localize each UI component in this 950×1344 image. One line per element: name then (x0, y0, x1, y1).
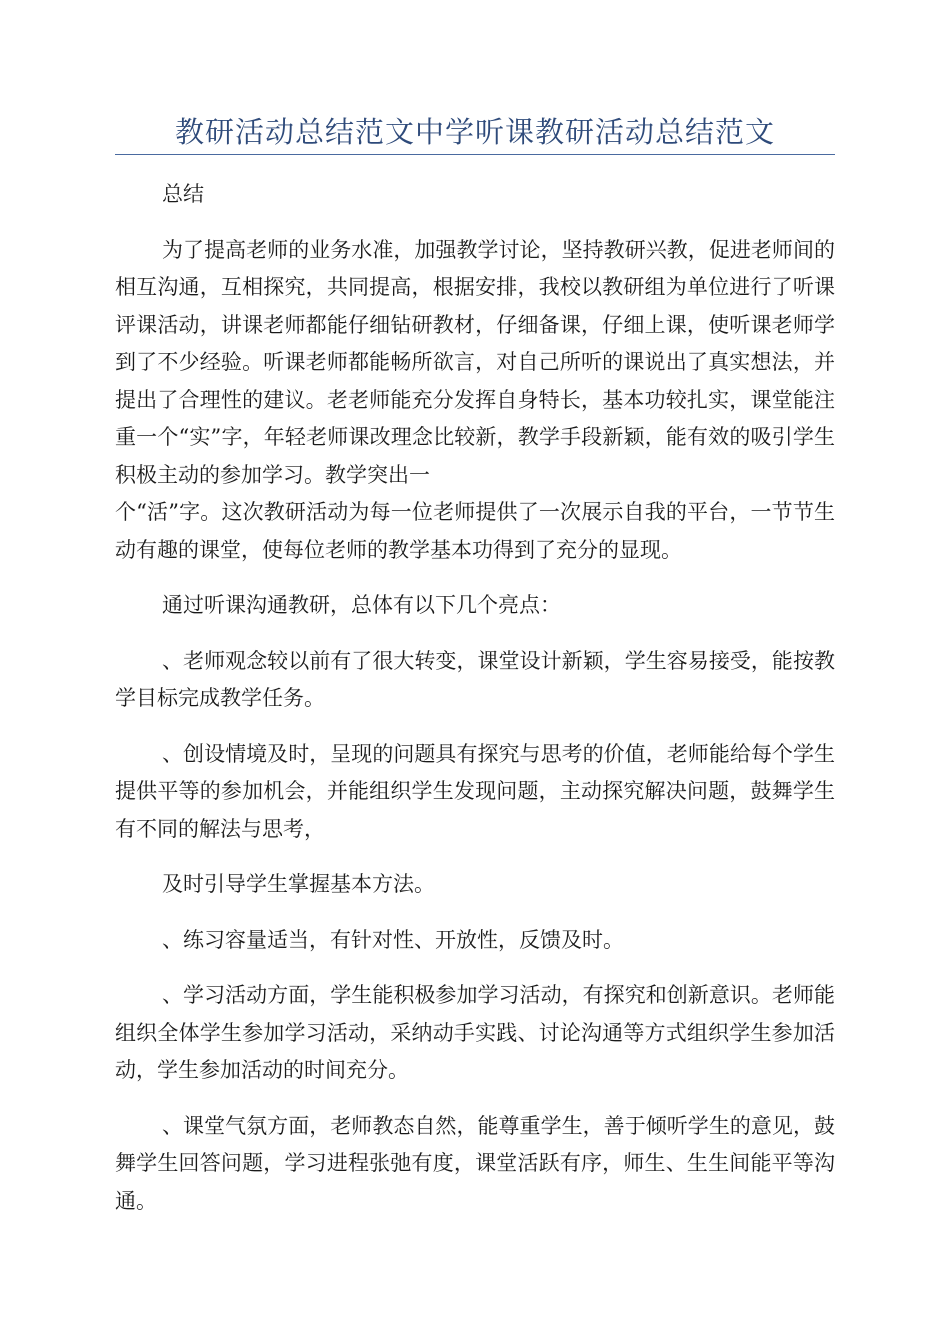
paragraph-intro: 为了提高老师的业务水准，加强教学讨论，坚持教研兴教，促进老师间的相互沟通，互相探究，共同提高，根据安排，我校以教研组为单位进行了听课评课活动，讲课老师都能仔细钻研教材，仔细备课，仔细上课，使听课老师学到了不少经验。听课老师都能畅所欲言，对自己所听的课说出了真实想法，并提出了合理性的建议。老老师能充分发挥自身特长，基本功较扎实，课堂能注重一个“实”字，年轻老师课改理念比较新，教学手段新颖，能有效的吸引学生积极主动的参加学习。教学突出一 (115, 237, 835, 487)
paragraph-highlight-2-continued: 及时引导学生掌握基本方法。 (162, 872, 435, 896)
paragraph-summary-heading: 总结 (162, 182, 204, 206)
paragraph-intro-continued: 个“活”字。这次教研活动为每一位老师提供了一次展示自我的平台，一节节生动有趣的课堂，使每位老师的教学基本功得到了充分的显现。 (115, 500, 835, 562)
document-body (115, 176, 835, 1238)
page-title: 教研活动总结范文中学听课教研活动总结范文 (174, 115, 775, 149)
paragraph-highlight-3: 、练习容量适当，有针对性、开放性，反馈及时。 (162, 927, 624, 952)
paragraph-highlight-5: 、课堂气氛方面，老师教态自然，能尊重学生，善于倾听学生的意见，鼓舞学生回答问题，学习进程张弛有度，课堂活跃有序，师生、生生间能平等沟通。 (115, 1113, 835, 1213)
paragraph-highlight-4: 、学习活动方面，学生能积极参加学习活动，有探究和创新意识。老师能组织全体学生参加学习活动，采纳动手实践、讨论沟通等方式组织学生参加活动，学生参加活动的时间充分。 (115, 983, 835, 1082)
title-underline (115, 154, 835, 155)
paragraph-highlight-1: 、老师观念较以前有了很大转变，课堂设计新颖，学生容易接受，能按教学目标完成教学任务。 (115, 648, 835, 710)
paragraph-highlights-lead: 通过听课沟通教研，总体有以下几个亮点： (162, 593, 561, 617)
paragraph-highlight-2: 、创设情境及时，呈现的问题具有探究与思考的价值，老师能给每个学生提供平等的参加机会，并能组织学生发现问题，主动探究解决问题，鼓舞学生有不同的解法与思考， (115, 741, 835, 841)
